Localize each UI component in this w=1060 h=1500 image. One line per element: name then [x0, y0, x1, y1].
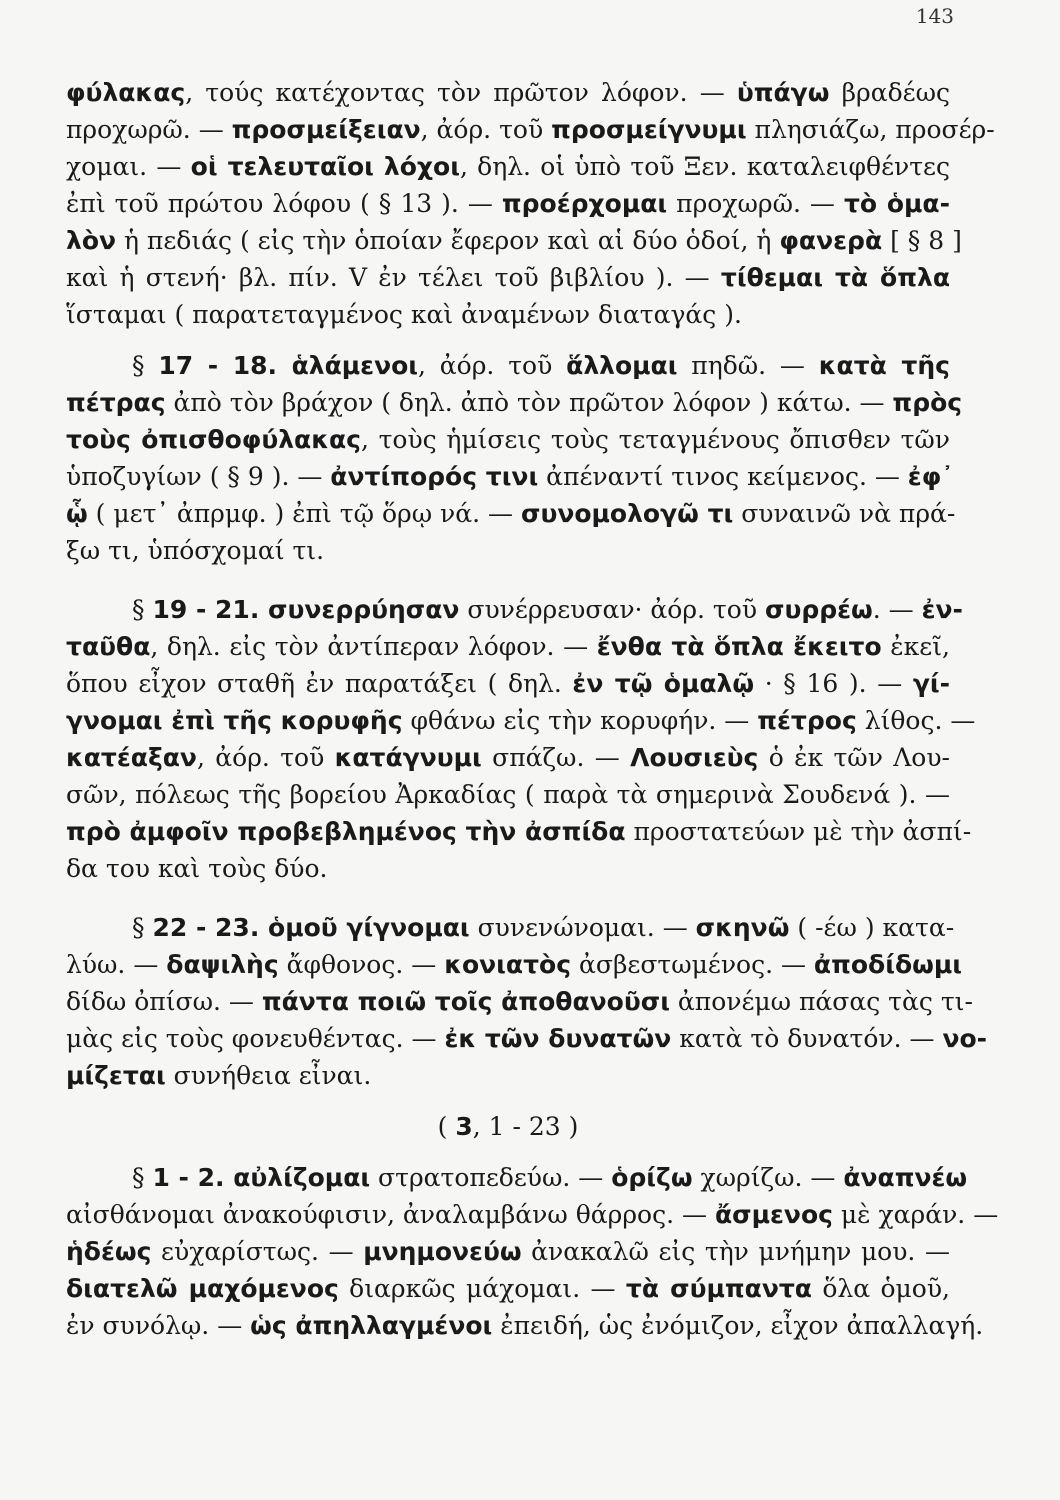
section-heading-line: § 17 - 18. ἁλάμενοι, ἀόρ. τοῦ ἅλλομαι πηδῶ. — κατὰ τῆς: [132, 351, 950, 380]
text-line: κατέαξαν, ἀόρ. τοῦ κατάγνυμι σπάζω. — Λουσιεὺς ὁ ἐκ τῶν Λου-: [66, 743, 950, 772]
text-line: ξω τι, ὑπόσχομαί τι.: [66, 536, 325, 565]
lemma: λὸν: [66, 226, 117, 255]
lemma: προέρχομαι: [501, 189, 668, 218]
lemma: ὑπάγω: [736, 78, 830, 107]
section-heading-line: § 1 - 2. αὐλίζομαι στρατοπεδεύω. — ὁρίζω χωρίζω. — ἀναπνέω: [132, 1163, 968, 1192]
text-line: ἐπὶ τοῦ πρώτου λόφου ( § 13 ). — προέρχομαι προχωρῶ. — τὸ ὁμα-: [66, 189, 950, 218]
section-heading-line: § 19 - 21. συνερρύησαν συνέρρευσαν· ἀόρ. τοῦ συρρέω. — ἐν-: [132, 595, 963, 624]
lemma: ἀποδίδωμι: [813, 950, 963, 979]
lemma: τὰ σύμπαντα: [625, 1274, 812, 1303]
text-line: σῶν, πόλεως τῆς βορείου Ἀρκαδίας ( παρὰ τὰ σημερινὰ Σουδενά ). —: [66, 780, 950, 809]
text-line: μὰς εἰς τοὺς φονευθέντας. — ἐκ τῶν δυνατῶν κατὰ τὸ δυνατόν. — νο-: [66, 1024, 988, 1053]
text-line: φύλακας, τούς κατέχοντας τὸν πρῶτον λόφον. — ὑπάγω βραδέως: [66, 78, 950, 107]
lemma: κατάγνυμι: [334, 743, 482, 772]
lemma: ἐφ᾽: [907, 462, 954, 491]
lemma: 22 - 23. ὁμοῦ γίγνομαι: [152, 913, 470, 942]
lemma: 3: [455, 1112, 473, 1141]
lemma: τίθεμαι τὰ ὅπλα: [720, 263, 950, 292]
lemma: συνομολογῶ τι: [520, 499, 734, 528]
lemma: πρὸ ἀμφοῖν προβεβλημένος τὴν ἀσπίδα: [66, 817, 626, 846]
lemma: τοὺς ὀπισθοφύλακας: [66, 425, 361, 454]
text-line: λὸν ἡ πεδιάς ( εἰς τὴν ὁποίαν ἔφερον καὶ αἱ δύο ὁδοί, ἡ φανερὰ [ § 8 ]: [66, 226, 962, 255]
lemma: ὡς ἀπηλλαγμένοι: [250, 1311, 493, 1340]
lemma: μνημονεύω: [363, 1237, 522, 1266]
text-line: γνομαι ἐπὶ τῆς κορυφῆς φθάνω εἰς τὴν κορυφήν. — πέτρος λίθος. —: [66, 706, 976, 735]
lemma: κατὰ τῆς: [818, 351, 950, 380]
section-heading-line: § 22 - 23. ὁμοῦ γίγνομαι συνενώνομαι. — σκηνῶ ( -έω ) κατα-: [132, 913, 955, 942]
lemma: ἀντίπορός τινι: [330, 462, 539, 491]
lemma: Λουσιεὺς: [630, 743, 759, 772]
text-line: τοὺς ὀπισθοφύλακας, τοὺς ἡμίσεις τοὺς τεταγμένους ὄπισθεν τῶν: [66, 425, 950, 454]
lemma: πέτρος: [757, 706, 857, 735]
lemma: οἱ τελευταῖοι λόχοι: [190, 152, 460, 181]
text-line: μίζεται συνήθεια εἶναι.: [66, 1061, 372, 1090]
lemma: σκηνῶ: [695, 913, 790, 942]
text-line: ἵσταμαι ( παρατεταγμένος καὶ ἀναμένων διαταγάς ).: [66, 300, 742, 329]
lemma: προσμείγνυμι: [551, 115, 747, 144]
lemma: μίζεται: [66, 1061, 166, 1090]
text-line: ταῦθα, δηλ. εἰς τὸν ἀντίπεραν λόφον. — ἔνθα τὰ ὅπλα ἔκειτο ἐκεῖ,: [66, 632, 950, 661]
lemma: 17 - 18. ἁλάμενοι: [158, 351, 419, 380]
text-line: ἐν συνόλῳ. — ὡς ἀπηλλαγμένοι ἐπειδή, ὡς ἐνόμιζον, εἶχον ἀπαλλαγή.: [66, 1311, 984, 1340]
text-line: ὑποζυγίων ( § 9 ). — ἀντίπορός τινι ἀπέναντί τινος κείμενος. — ἐφ᾽: [66, 462, 954, 491]
lemma: 1 - 2. αὐλίζομαι: [152, 1163, 371, 1192]
lemma: πέτρας: [66, 388, 166, 417]
lemma: ἅλλομαι: [566, 351, 678, 380]
lemma: νο-: [942, 1024, 988, 1053]
lemma: συρρέω: [764, 595, 873, 624]
text-line: λύω. — δαψιλὴς ἄφθονος. — κονιατὸς ἀσβεστωμένος. — ἀποδίδωμι: [66, 950, 963, 979]
text-line: χομαι. — οἱ τελευταῖοι λόχοι, δηλ. οἱ ὑπὸ τοῦ Ξεν. καταλειφθέντες: [66, 152, 950, 181]
text-line: πρὸ ἀμφοῖν προβεβλημένος τὴν ἀσπίδα προστατεύων μὲ τὴν ἀσπί-: [66, 817, 972, 846]
lemma: ἄσμενος: [714, 1200, 833, 1229]
lemma: κατέαξαν: [66, 743, 197, 772]
text-line: προχωρῶ. — προσμείξειαν, ἀόρ. τοῦ προσμείγνυμι πλησιάζω, προσέρ-: [66, 115, 995, 144]
lemma: προσμείξειαν: [231, 115, 421, 144]
lemma: ἐκ τῶν δυνατῶν: [444, 1024, 672, 1053]
text-line: δα του καὶ τοὺς δύο.: [66, 854, 328, 883]
text-line: πέτρας ἀπὸ τὸν βράχον ( δηλ. ἀπὸ τὸν πρῶτον λόφον ) κάτω. — πρὸς: [66, 388, 963, 417]
text-line: διατελῶ μαχόμενος διαρκῶς μάχομαι. — τὰ σύμπαντα ὅλα ὁμοῦ,: [66, 1274, 950, 1303]
lemma: ἐν τῷ ὁμαλῷ: [572, 669, 755, 698]
chapter-reference: ( 3, 1 - 23 ): [437, 1112, 579, 1141]
lemma: φύλακας: [66, 78, 186, 107]
text-line: καὶ ἡ στενή· βλ. πίν. V ἐν τέλει τοῦ βιβλίου ). — τίθεμαι τὰ ὅπλα: [66, 263, 950, 292]
lemma: ᾧ: [66, 499, 88, 528]
glossary-text: [66, 74, 999, 1344]
lemma: τὸ ὁμα-: [843, 189, 950, 218]
lemma: πάντα ποιῶ τοῖς ἀποθανοῦσι: [261, 987, 670, 1016]
text-line: ὅπου εἶχον σταθῆ ἐν παρατάξει ( δηλ. ἐν τῷ ὁμαλῷ · § 16 ). — γί-: [66, 669, 950, 698]
lemma: ταῦθα: [66, 632, 151, 661]
lemma: ἔνθα τὰ ὅπλα ἔκειτο: [596, 632, 882, 661]
lemma: φανερὰ: [779, 226, 883, 255]
lemma: ἐν-: [921, 595, 963, 624]
page-number: 143: [915, 4, 954, 28]
lemma: δαψιλὴς: [166, 950, 279, 979]
lemma: κονιατὸς: [444, 950, 572, 979]
text-line: ᾧ ( μετ᾽ ἀπρμφ. ) ἐπὶ τῷ ὅρῳ νά. — συνομολογῶ τι συναινῶ νὰ πρά-: [66, 499, 956, 528]
lemma: 19 - 21. συνερρύησαν: [152, 595, 460, 624]
lemma: διατελῶ μαχόμενος: [66, 1274, 339, 1303]
text-line: αἰσθάνομαι ἀνακούφισιν, ἀναλαμβάνω θάρρος. — ἄσμενος μὲ χαράν. —: [66, 1200, 999, 1229]
lemma: ὁρίζω: [611, 1163, 693, 1192]
lemma: ἀναπνέω: [843, 1163, 968, 1192]
lemma: γί-: [912, 669, 950, 698]
lemma: γνομαι ἐπὶ τῆς κορυφῆς: [66, 706, 403, 735]
text-line: ἡδέως εὐχαρίστως. — μνημονεύω ἀνακαλῶ εἰς τὴν μνήμην μου. —: [66, 1237, 950, 1266]
text-line: δίδω ὀπίσω. — πάντα ποιῶ τοῖς ἀποθανοῦσι ἀπονέμω πάσας τὰς τι-: [66, 987, 973, 1016]
lemma: ἡδέως: [66, 1237, 152, 1266]
lemma: πρὸς: [892, 388, 963, 417]
